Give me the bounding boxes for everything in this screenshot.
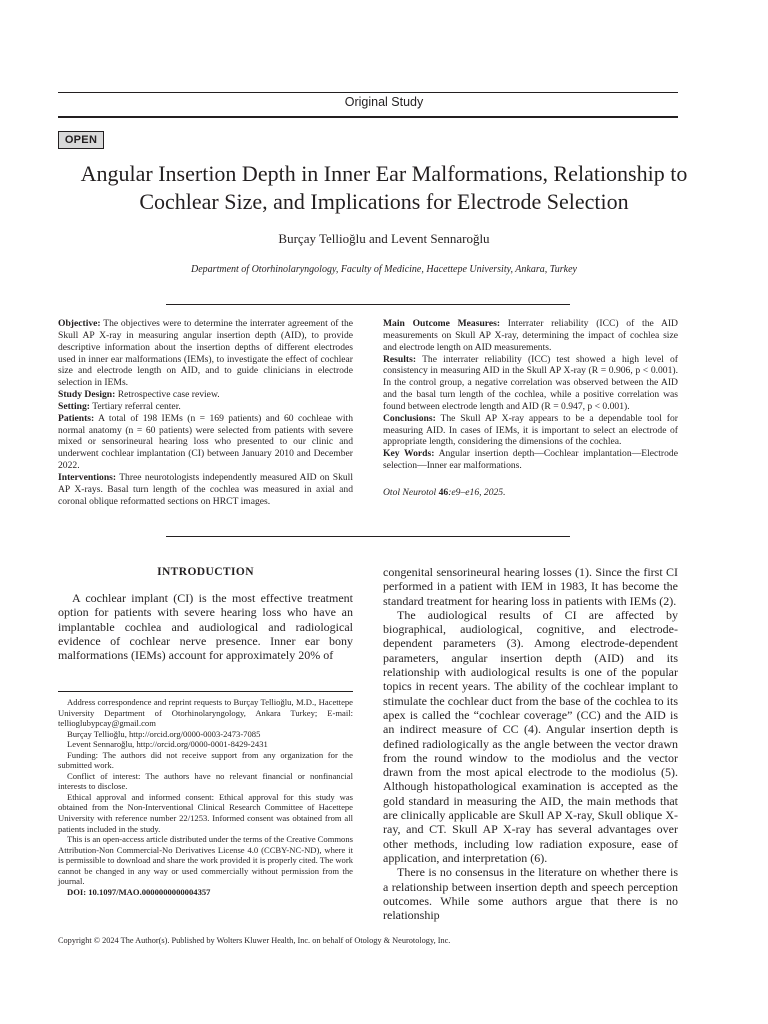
section-label: Original Study	[344, 95, 424, 109]
footnote-orcid: Levent Sennaroğlu, http://orcid.org/0000-0001-8429-2431	[67, 739, 268, 750]
abstract-label: Objective:	[58, 318, 101, 329]
footnote-funding: Funding: The authors did not receive support from any organization for the submitted work.	[58, 749, 353, 771]
citation-pages: :e9–e16, 2025.	[448, 486, 506, 498]
journal-citation	[383, 487, 678, 499]
footnote-correspondence: Address correspondence and reprint requests to Burçay Tellioğlu, M.D., Hacettepe University Department of Otorhinolaryngology, Ankara Turkey; E-mail: tellioglubурcay@gmail.com	[58, 697, 353, 729]
footnote-ethics: Ethical approval and informed consent: Ethical approval for this study was obtained from the Non-Interventional Clinical Research Committee of Hacettepe University with reference number 22/1253. Informed consent was obtained from all patients included in the study.	[58, 791, 353, 834]
abstract-text: Retrospective case review.	[117, 389, 220, 401]
footnote-rule	[58, 691, 353, 692]
abstract-interventions	[58, 472, 353, 508]
body-paragraph: The audiological results of CI are affected by biographical, audiological, cognitive, and electrode-dependent parameters (3). Among electrode-dependent parameters, angular insertion depth (AID) and its relationship with audiological results is one of the popular topics in recent years. The ability of the cochlear implant to stimulate the cochlear duct from the base of the cochlea to its apex is called the “cochlear coverage” (CC) and the AID is an indirect measure of CC (4). Angular insertion depth is defined radiologically as the angle between the vector drawn from the round window to the modiolus and the vector drawn from the most apical electrode to the modiolus (5). Although histopathological examination is accepted as the gold standard in measuring the AID, the main methods that are clinically applicable are Skull AP X-ray, Skull oblique X-ray, and CT. Skull AP X-ray has several advantages over other methods, including low radiation exposure, ease of application, and interpretation (6).	[383, 607, 678, 865]
abstract-top-rule	[166, 304, 570, 305]
header-top-rule	[58, 92, 678, 93]
abstract-study-design	[58, 389, 353, 401]
abstract-label: Key Words:	[383, 448, 435, 460]
abstract-label: Results:	[383, 353, 417, 365]
article-title-line: Cochlear Size, and Implications for Electrode Selection	[139, 189, 629, 214]
footnote-conflict: Conflict of interest: The authors have no relevant financial or nonfinancial interests to disclose.	[58, 770, 353, 792]
copyright-line: Copyright © 2024 The Author(s). Published by Wolters Kluwer Health, Inc. on behalf of Otology & Neurotology, Inc.	[58, 936, 451, 945]
abstract-label: Conclusions:	[383, 412, 436, 424]
abstract-main-outcome	[383, 318, 678, 354]
body-paragraph: congenital sensorineural hearing losses (1). Since the first CI performed in a patient with IEM in 1983, It has become the standard treatment for hearing loss in patients with IEMs (2).	[383, 565, 678, 608]
author-list: Burçay Tellioğlu and Levent Sennaroğlu	[278, 231, 490, 246]
introduction-left-column	[58, 591, 353, 662]
abstract-bottom-rule	[166, 536, 570, 537]
abstract-label: Main Outcome Measures:	[383, 318, 501, 329]
abstract-label: Study Design:	[58, 389, 116, 401]
citation-journal: Otol Neurotol	[383, 486, 437, 498]
introduction-heading: INTRODUCTION	[157, 566, 254, 578]
abstract-keywords	[383, 448, 678, 472]
abstract-text: The interrater reliability (ICC) test showed a high level of consistency in measuring AID in the Skull AP X-ray (R = 0.906, p < 0.001). In the control group, a negative correlation was observed between the AID and the basal turn length of the cochlea, while a positive correlation was found between electrode length and AID (R = 0.947, p < 0.001).	[383, 353, 678, 412]
footnote-license: This is an open-access article distributed under the terms of the Creative Commons Attribution-Non Commercial-No Derivatives License 4.0 (CCBY-NC-ND), where it is permissible to download and share the work provided it is properly cited. The work cannot be changed in any way or used commercially without permission from the journal.	[58, 834, 353, 887]
affiliation: Department of Otorhinolaryngology, Faculty of Medicine, Hacettepe University, Ankara, Turkey	[191, 264, 577, 275]
body-paragraph: A cochlear implant (CI) is the most effective treatment option for patients with severe hearing loss who have an implantable cochlea and audiological and radiological evidence of cochlear nerve presence. Inner ear bony malformations (IEMs) account for approximately 20% of	[58, 591, 353, 663]
abstract-objective	[58, 318, 353, 389]
abstract-setting	[58, 401, 353, 413]
abstract-text: Tertiary referral center.	[92, 400, 181, 412]
body-paragraph: There is no consensus in the literature on whether there is a relationship between insertion depth and speech perception outcomes. While some authors argue that there is no relationship	[383, 865, 678, 923]
abstract-right-column	[383, 318, 678, 499]
abstract-label: Patients:	[58, 412, 95, 424]
footnotes	[58, 697, 353, 897]
citation-volume: 46	[438, 486, 449, 498]
open-access-badge: OPEN	[58, 131, 104, 149]
abstract-left-column	[58, 318, 353, 508]
abstract-text: Interrater reliability (ICC) of the AID measurements on Skull AP X-ray, determining the impact of cochlea size and electrode length on AID measurements.	[383, 318, 678, 353]
abstract-text: The objectives were to determine the interrater agreement of the Skull AP X-ray in measuring angular insertion depth (AID), to provide descriptive information about the insertion depths of different electrodes used in inner ear malformations (IEMs), to investigate the effect of cochlear size and electrode length on AID, and to guide clinicians in electrode selection in IEMs.	[58, 318, 353, 389]
abstract-label: Setting:	[58, 400, 90, 412]
abstract-text: A total of 198 IEMs (n = 169 patients) and 60 cochleae with normal anatomy (n = 60 patients) were selected from patients with severe mixed or sensorineural hearing loss who presented to our clinic and underwent cochlear implantation (CI) between January 2010 and December 2022.	[58, 412, 353, 472]
header-bottom-rule	[58, 116, 678, 118]
abstract-conclusions	[383, 413, 678, 449]
footnote-orcid: Burçay Tellioğlu, http://orcid.org/0000-0003-2473-7085	[67, 728, 261, 739]
abstract-label: Interventions:	[58, 471, 117, 483]
article-title-line: Angular Insertion Depth in Inner Ear Malformations, Relationship to	[80, 161, 688, 186]
abstract-text: Three neurotologists independently measured AID on Skull AP X-rays. Basal turn length of the cochlea was measured in axial and coronal oblique reformatted sections on HRCT images.	[58, 471, 353, 507]
abstract-text: Angular insertion depth—Cochlear implantation—Electrode selection—Inner ear malformations.	[383, 448, 678, 472]
abstract-results	[383, 354, 678, 413]
abstract-text: The Skull AP X-ray appears to be a dependable tool for measuring AID. In cases of IEMs, it is important to select an electrode of appropriate length, considering the dimensions of the cochlea.	[383, 412, 678, 448]
abstract-patients	[58, 413, 353, 472]
article-title	[40, 160, 728, 216]
introduction-right-column	[383, 565, 678, 922]
footnote-doi: DOI: 10.1097/MAO.0000000000004357	[67, 886, 211, 897]
